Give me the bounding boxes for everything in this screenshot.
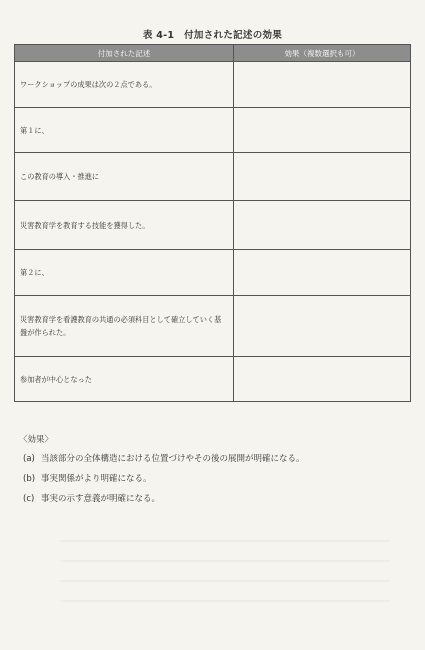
table-row <box>15 108 411 153</box>
effect-cell[interactable] <box>234 250 411 296</box>
effect-text: 事実関係がより明確になる。 <box>41 474 152 484</box>
table-row <box>15 201 411 250</box>
table-row <box>15 296 411 357</box>
table-header-row <box>15 45 411 62</box>
bleed-through-line <box>60 580 390 582</box>
effect-cell[interactable] <box>234 62 411 108</box>
effect-text: 事実の示す意義が明確になる。 <box>41 494 161 504</box>
description-cell: この教育の導入・推進に <box>15 153 234 201</box>
effect-marker: (a) <box>23 454 35 464</box>
effect-cell[interactable] <box>234 357 411 402</box>
effect-cell[interactable] <box>234 108 411 153</box>
effect-marker: (c) <box>23 494 35 504</box>
description-cell: 第１に、 <box>15 108 234 153</box>
header-added-description: 付加された記述 <box>15 45 234 62</box>
description-cell: 第２に、 <box>15 250 234 296</box>
effects-table <box>14 44 411 402</box>
bleed-through-line <box>60 540 390 542</box>
effect-item-b <box>23 472 152 484</box>
table-row <box>15 153 411 201</box>
effect-cell[interactable] <box>234 201 411 250</box>
table-row <box>15 357 411 402</box>
effect-cell[interactable] <box>234 153 411 201</box>
description-cell: ワークショップの成果は次の２点である。 <box>15 62 234 108</box>
header-effect: 効果（複数選択も可） <box>234 45 411 62</box>
effect-item-c <box>23 492 160 504</box>
table-caption: 表 4-1 付加された記述の効果 <box>142 30 283 41</box>
description-cell: 災害教育学を教育する技能を獲得した。 <box>15 201 234 250</box>
description-cell: 参加者が中心となった <box>15 357 234 402</box>
effect-cell[interactable] <box>234 296 411 357</box>
bleed-through-line <box>60 600 390 602</box>
bleed-through-line <box>60 560 390 562</box>
effect-text: 当該部分の全体構造における位置づけやその後の展開が明確になる。 <box>41 454 305 464</box>
effect-item-a <box>23 452 305 464</box>
effects-legend-title: 〈効果〉 <box>19 435 54 445</box>
effect-marker: (b) <box>23 474 36 484</box>
description-cell: 災害教育学を看護教育の共通の必須科目として確立していく基盤が作られた。 <box>15 296 234 357</box>
table-row <box>15 62 411 108</box>
table-row <box>15 250 411 296</box>
